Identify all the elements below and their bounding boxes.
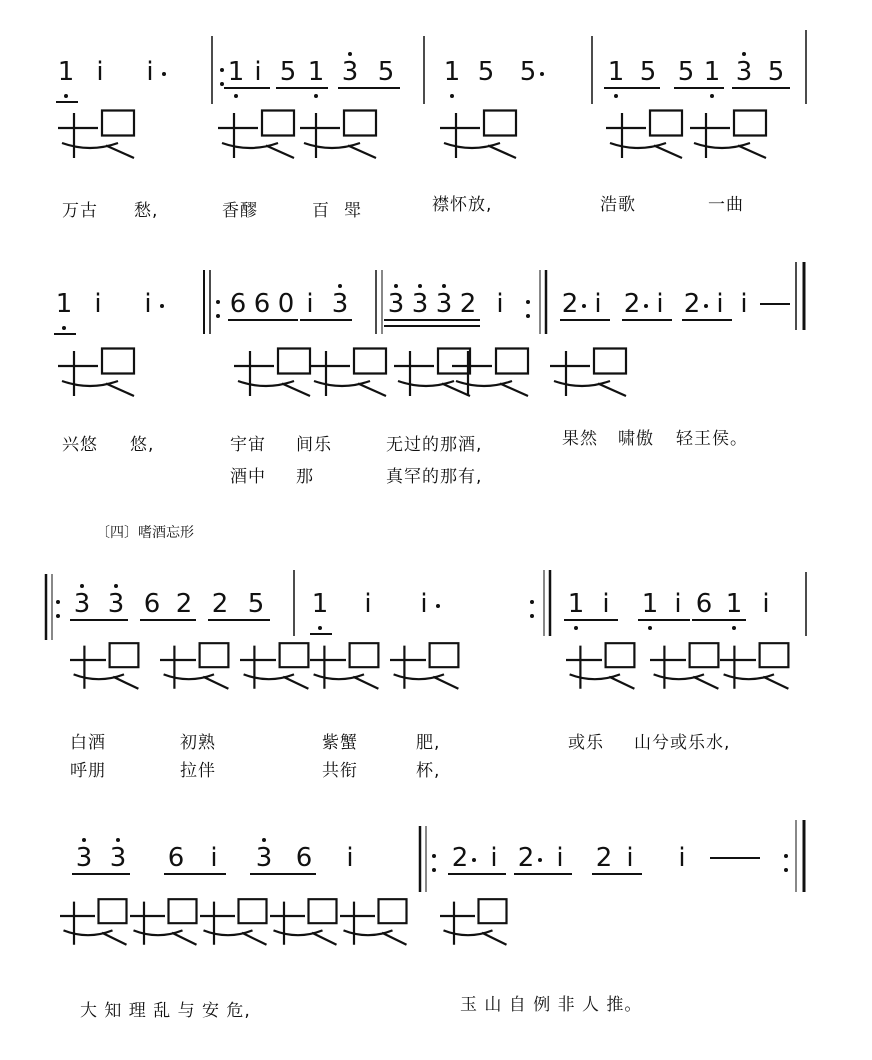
tablature-stroke xyxy=(348,146,376,159)
tablature-stroke xyxy=(58,113,98,158)
lyric-word: 紫蟹 xyxy=(322,733,358,753)
lyric-word: 万古 xyxy=(62,201,98,221)
note-digit: 3 xyxy=(107,589,125,619)
octave-dot-above xyxy=(114,584,118,588)
tablature-glyph xyxy=(650,643,718,689)
lyric-word: 真罕的那有, xyxy=(386,467,483,487)
note-digit: 3 xyxy=(735,57,753,87)
tablature-stroke xyxy=(734,111,766,136)
lyric-word: 山兮或乐水, xyxy=(634,733,731,753)
note-digit: 3 xyxy=(411,289,429,319)
note-digit: 0 xyxy=(277,289,295,319)
note-digit: 6 xyxy=(143,589,161,619)
lyric-word: 肥, xyxy=(416,733,441,753)
tablature-stroke xyxy=(433,677,458,689)
repeat-dot xyxy=(784,854,788,858)
tablature-glyph xyxy=(240,643,308,689)
tablature-stroke xyxy=(239,899,267,923)
note-digit: 2 xyxy=(517,843,535,873)
note-digit: 1 xyxy=(55,289,73,319)
repeat-dot xyxy=(220,82,224,86)
tablature-stroke xyxy=(760,643,789,667)
note-digit: i xyxy=(94,289,102,319)
tablature-stroke xyxy=(394,351,434,396)
octave-dot-above xyxy=(116,838,120,842)
tablature-glyph xyxy=(218,111,294,159)
tablature-glyph xyxy=(200,899,267,945)
note-digit: 1 xyxy=(607,57,625,87)
tablature-stroke xyxy=(438,349,470,374)
note-digit: i xyxy=(254,57,262,87)
tablature-stroke xyxy=(312,933,337,945)
octave-dot-above xyxy=(742,52,746,56)
tablature-glyph xyxy=(234,349,310,397)
note-digit: 1 xyxy=(307,57,325,87)
tablature-stroke xyxy=(234,351,274,396)
tablature-glyph xyxy=(606,111,682,159)
note-digit: 3 xyxy=(109,843,127,873)
tablature-stroke xyxy=(500,384,528,397)
tablature-stroke xyxy=(99,899,127,923)
lyric-word: 玉 山 自 例 非 人 推。 xyxy=(460,995,643,1015)
tablature-stroke xyxy=(690,643,719,667)
octave-dot-below xyxy=(62,326,66,330)
lyric-word: 呼朋 xyxy=(70,761,106,781)
tablature-stroke xyxy=(430,643,459,667)
tablature-stroke xyxy=(606,113,646,158)
tablature-stroke xyxy=(488,146,516,159)
tablature-glyph xyxy=(340,899,407,945)
note-digit: 6 xyxy=(695,589,713,619)
repeat-dot xyxy=(530,614,534,618)
tablature-stroke xyxy=(606,643,635,667)
repeat-dot xyxy=(216,300,220,304)
tablature-stroke xyxy=(690,113,730,158)
tablature-stroke xyxy=(218,113,258,158)
tablature-stroke xyxy=(566,646,602,689)
augmentation-dot xyxy=(162,72,166,76)
tablature-stroke xyxy=(340,902,375,945)
note-digit: i xyxy=(594,289,602,319)
tablature-glyph xyxy=(566,643,634,689)
note-digit: 2 xyxy=(211,589,229,619)
lyric-word: 浩歌 xyxy=(600,195,636,215)
tablature-stroke xyxy=(102,349,134,374)
tablature-glyph xyxy=(310,349,386,397)
tablature-stroke xyxy=(442,384,470,397)
tablature-stroke xyxy=(479,899,507,923)
note-digit: 2 xyxy=(683,289,701,319)
note-digit: 3 xyxy=(341,57,359,87)
note-digit: i xyxy=(496,289,504,319)
note-digit: i xyxy=(306,289,314,319)
tablature-stroke xyxy=(102,933,127,945)
note-digit: 2 xyxy=(623,289,641,319)
octave-dot-above xyxy=(348,52,352,56)
note-digit: 3 xyxy=(435,289,453,319)
octave-dot-below xyxy=(614,94,618,98)
tablature-stroke xyxy=(309,899,337,923)
note-digit: i xyxy=(716,289,724,319)
note-digit: 1 xyxy=(311,589,329,619)
octave-dot-below xyxy=(318,626,322,630)
note-digit: i xyxy=(420,589,428,619)
tablature-stroke xyxy=(484,111,516,136)
note-digit: i xyxy=(490,843,498,873)
note-digit: 3 xyxy=(387,289,405,319)
tablature-stroke xyxy=(482,933,507,945)
note-digit: i xyxy=(762,589,770,619)
note-digit: 6 xyxy=(253,289,271,319)
lyric-word: 无过的那酒, xyxy=(386,435,483,455)
lyric-word: 啸傲 xyxy=(618,429,654,449)
note-digit: 3 xyxy=(75,843,93,873)
repeat-dot xyxy=(530,600,534,604)
note-digit: i xyxy=(678,843,686,873)
tablature-stroke xyxy=(110,643,139,667)
lyric-word: 杯, xyxy=(416,761,441,781)
note-digit: i xyxy=(602,589,610,619)
note-digit: 6 xyxy=(229,289,247,319)
tablature-glyph xyxy=(58,111,134,159)
augmentation-dot xyxy=(582,304,586,308)
octave-dot-below xyxy=(234,94,238,98)
octave-dot-below xyxy=(648,626,652,630)
tablature-stroke xyxy=(58,351,98,396)
lyric-word: 愁, xyxy=(134,201,159,221)
tablature-stroke xyxy=(60,902,95,945)
augmentation-dot xyxy=(644,304,648,308)
repeat-dot xyxy=(432,854,436,858)
tablature-stroke xyxy=(344,111,376,136)
note-digit: 5 xyxy=(767,57,785,87)
tablature-glyph xyxy=(720,643,788,689)
tablature-stroke xyxy=(280,643,309,667)
octave-dot-below xyxy=(314,94,318,98)
tablature-glyph xyxy=(394,349,470,397)
note-digit: 5 xyxy=(279,57,297,87)
note-digit: 5 xyxy=(377,57,395,87)
tablature-stroke xyxy=(300,113,340,158)
note-digit: i xyxy=(146,57,154,87)
note-digit: 1 xyxy=(725,589,743,619)
note-digit: 1 xyxy=(703,57,721,87)
tablature-stroke xyxy=(70,646,106,689)
tablature-stroke xyxy=(550,351,590,396)
octave-dot-above xyxy=(80,584,84,588)
tablature-stroke xyxy=(650,646,686,689)
octave-dot-above xyxy=(418,284,422,288)
tablature-stroke xyxy=(106,384,134,397)
note-digit: 1 xyxy=(641,589,659,619)
tablature-stroke xyxy=(598,384,626,397)
tablature-stroke xyxy=(242,933,267,945)
tablature-glyph xyxy=(130,899,197,945)
section-title: 〔四〕嗜酒忘形 xyxy=(96,525,194,541)
tablature-stroke xyxy=(496,349,528,374)
tablature-glyph xyxy=(160,643,228,689)
tablature-stroke xyxy=(310,351,350,396)
lyric-word: 宇宙 xyxy=(230,435,266,455)
tablature-glyph xyxy=(550,349,626,397)
tablature-stroke xyxy=(310,646,346,689)
note-digit: i xyxy=(210,843,218,873)
lyric-word: 悠, xyxy=(130,435,155,455)
tablature-stroke xyxy=(354,349,386,374)
tablature-glyph xyxy=(440,111,516,159)
tablature-stroke xyxy=(240,646,276,689)
tablature-stroke xyxy=(693,677,718,689)
augmentation-dot xyxy=(540,72,544,76)
tablature-stroke xyxy=(283,677,308,689)
tablature-stroke xyxy=(353,677,378,689)
lyric-word: 香醪 xyxy=(222,201,258,221)
tablature-glyph xyxy=(690,111,766,159)
note-digit: 1 xyxy=(567,589,585,619)
note-digit: 1 xyxy=(443,57,461,87)
note-digit: 5 xyxy=(247,589,265,619)
tablature-stroke xyxy=(160,646,196,689)
note-digit: i xyxy=(364,589,372,619)
lyric-word: 一曲 xyxy=(708,195,744,215)
note-digit: 2 xyxy=(451,843,469,873)
lyric-word: 百 xyxy=(312,201,330,221)
lyric-word: 那 xyxy=(296,467,314,487)
note-digit: 2 xyxy=(175,589,193,619)
octave-dot-above xyxy=(442,284,446,288)
tablature-stroke xyxy=(169,899,197,923)
repeat-dot xyxy=(432,868,436,872)
tablature-stroke xyxy=(358,384,386,397)
note-digit: 3 xyxy=(255,843,273,873)
octave-dot-above xyxy=(82,838,86,842)
note-digit: i xyxy=(674,589,682,619)
tablature-stroke xyxy=(106,146,134,159)
octave-dot-below xyxy=(64,94,68,98)
lyric-word: 共衔 xyxy=(322,761,358,781)
tablature-stroke xyxy=(113,677,138,689)
tablature-stroke xyxy=(440,113,480,158)
tablature-stroke xyxy=(379,899,407,923)
lyric-word: 斝 xyxy=(344,201,362,221)
tablature-stroke xyxy=(720,646,756,689)
tablature-stroke xyxy=(130,902,165,945)
tablature-stroke xyxy=(763,677,788,689)
lyric-word: 轻王侯。 xyxy=(676,429,748,449)
octave-dot-above xyxy=(338,284,342,288)
octave-dot-above xyxy=(262,838,266,842)
repeat-dot xyxy=(784,868,788,872)
octave-dot-above xyxy=(394,284,398,288)
note-digit: i xyxy=(556,843,564,873)
note-digit: i xyxy=(96,57,104,87)
lyric-word: 大 知 理 乱 与 安 危, xyxy=(80,1001,251,1021)
tablature-glyph xyxy=(60,899,127,945)
lyric-word: 或乐 xyxy=(568,733,604,753)
note-digit: 6 xyxy=(167,843,185,873)
note-digit: 3 xyxy=(73,589,91,619)
lyric-word: 果然 xyxy=(562,429,598,449)
note-digit: i xyxy=(346,843,354,873)
tablature-glyph xyxy=(310,643,378,689)
tablature-stroke xyxy=(609,677,634,689)
tablature-stroke xyxy=(594,349,626,374)
lyric-word: 襟怀放, xyxy=(432,195,493,215)
note-digit: 1 xyxy=(227,57,245,87)
tablature-stroke xyxy=(200,643,229,667)
tablature-glyph xyxy=(70,643,138,689)
tablature-glyph xyxy=(270,899,337,945)
tablature-stroke xyxy=(390,646,426,689)
note-digit: i xyxy=(626,843,634,873)
tablature-stroke xyxy=(270,902,305,945)
note-digit: i xyxy=(656,289,664,319)
octave-dot-below xyxy=(732,626,736,630)
augmentation-dot xyxy=(704,304,708,308)
lyric-word: 初熟 xyxy=(180,733,216,753)
tablature-stroke xyxy=(350,643,379,667)
note-digit: 3 xyxy=(331,289,349,319)
note-digit: 5 xyxy=(639,57,657,87)
augmentation-dot xyxy=(538,858,542,862)
tablature-stroke xyxy=(282,384,310,397)
octave-dot-below xyxy=(450,94,454,98)
note-digit: i xyxy=(144,289,152,319)
lyric-word: 白酒 xyxy=(70,733,106,753)
note-digit: 2 xyxy=(561,289,579,319)
tablature-stroke xyxy=(266,146,294,159)
octave-dot-below xyxy=(710,94,714,98)
note-digit: 6 xyxy=(295,843,313,873)
tablature-stroke xyxy=(200,902,235,945)
tablature-glyph xyxy=(440,899,507,945)
tablature-stroke xyxy=(278,349,310,374)
note-digit: 1 xyxy=(57,57,75,87)
note-digit: i xyxy=(740,289,748,319)
tablature-stroke xyxy=(650,111,682,136)
tablature-stroke xyxy=(654,146,682,159)
lyric-word: 兴悠 xyxy=(62,435,98,455)
lyric-word: 拉伴 xyxy=(180,761,216,781)
tablature-stroke xyxy=(172,933,197,945)
augmentation-dot xyxy=(472,858,476,862)
repeat-dot xyxy=(220,68,224,72)
tablature-glyph xyxy=(390,643,458,689)
tablature-glyph xyxy=(58,349,134,397)
octave-dot-below xyxy=(574,626,578,630)
repeat-dot xyxy=(56,600,60,604)
repeat-dot xyxy=(216,314,220,318)
note-digit: 2 xyxy=(459,289,477,319)
tablature-glyph xyxy=(300,111,376,159)
note-digit: 5 xyxy=(477,57,495,87)
tablature-stroke xyxy=(440,902,475,945)
note-digit: 5 xyxy=(677,57,695,87)
note-digit: 5 xyxy=(519,57,537,87)
lyric-word: 酒中 xyxy=(230,467,266,487)
tablature-glyph xyxy=(452,349,528,397)
tablature-stroke xyxy=(738,146,766,159)
lyric-word: 间乐 xyxy=(296,435,332,455)
tablature-stroke xyxy=(203,677,228,689)
repeat-dot xyxy=(526,300,530,304)
note-digit: 2 xyxy=(595,843,613,873)
tablature-stroke xyxy=(102,111,134,136)
augmentation-dot xyxy=(436,604,440,608)
repeat-dot xyxy=(56,614,60,618)
tablature-stroke xyxy=(382,933,407,945)
tablature-stroke xyxy=(262,111,294,136)
augmentation-dot xyxy=(160,304,164,308)
repeat-dot xyxy=(526,314,530,318)
